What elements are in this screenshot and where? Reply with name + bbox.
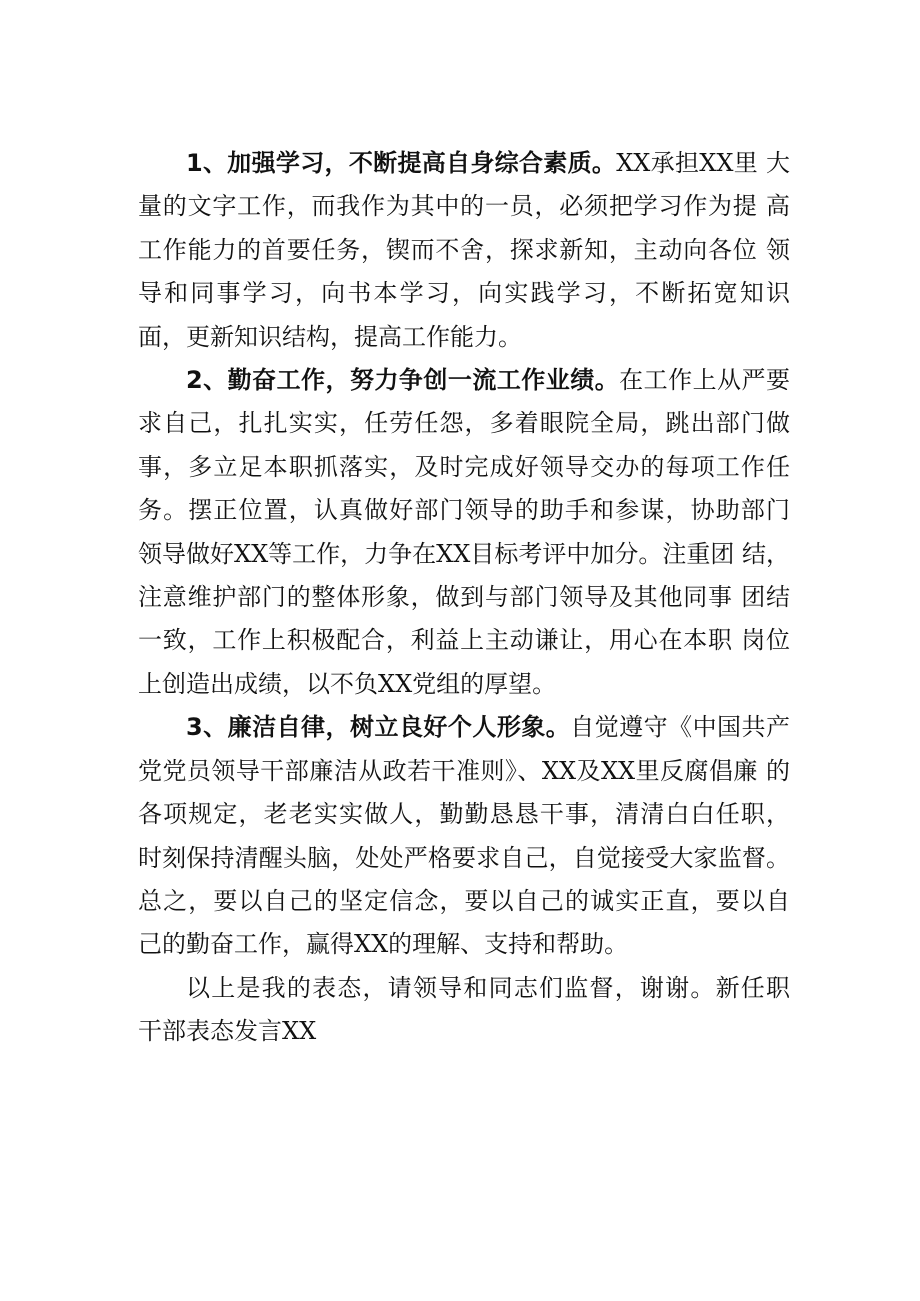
paragraph-2 — [138, 359, 790, 706]
paragraph-2-text: 在工作上从严要 求自己，扎扎实实，任劳任怨，多着眼院全局，跳出部门做 事，多立足本职抓落实，及时完成好领导交办的每项工作任 务。摆正位置，认真做好部门领导的助手和参谋，协助部门 领导做好XX等工作，力争在XX目标考评中加分。注重团 结，注意维护部门的整体形象，做到与部门领导及其他同事 团结一致，工作上积极配合，利益上主动谦让，用心在本职 岗位上创造出成绩，以不负XX党组的厚望。 — [138, 366, 790, 698]
paragraph-3 — [138, 706, 790, 966]
paragraph-1-text: XX承担XX里 大量的文字工作，而我作为其中的一员，必须把学习作为提 高工作能力的首要任务，锲而不舍，探求新知，主动向各位 领导和同事学习，向书本学习，向实践学习，不断拓宽知识 面，更新知识结构，提高工作能力。 — [138, 149, 790, 351]
paragraph-3-heading: 3、廉洁自律，树立良好个人形象。 — [186, 713, 571, 742]
closing-text: 以上是我的表态，请领导和同志们监督，谢谢。新任职 干部表态发言XX — [138, 973, 790, 1046]
paragraph-3-text: 自觉遵守《中国共产 党党员领导干部廉洁从政若干准则》、XX及XX里反腐倡廉 的各项规定，老老实实做人，勤勤恳恳干事，清清白白任职， 时刻保持清醒头脑，处处严格要求自己，自觉接受大家监督。 总之，要以自己的坚定信念，要以自己的诚实正直，要以自 己的勤奋工作，赢得XX的理解、支持和帮助。 — [138, 713, 790, 959]
closing-paragraph — [138, 967, 790, 1054]
paragraph-1 — [138, 142, 790, 359]
document-body — [138, 142, 790, 1054]
paragraph-1-heading: 1、加强学习，不断提高自身综合素质。 — [186, 149, 617, 177]
paragraph-2-heading: 2、勤奋工作，努力争创一流工作业绩。 — [186, 366, 620, 395]
